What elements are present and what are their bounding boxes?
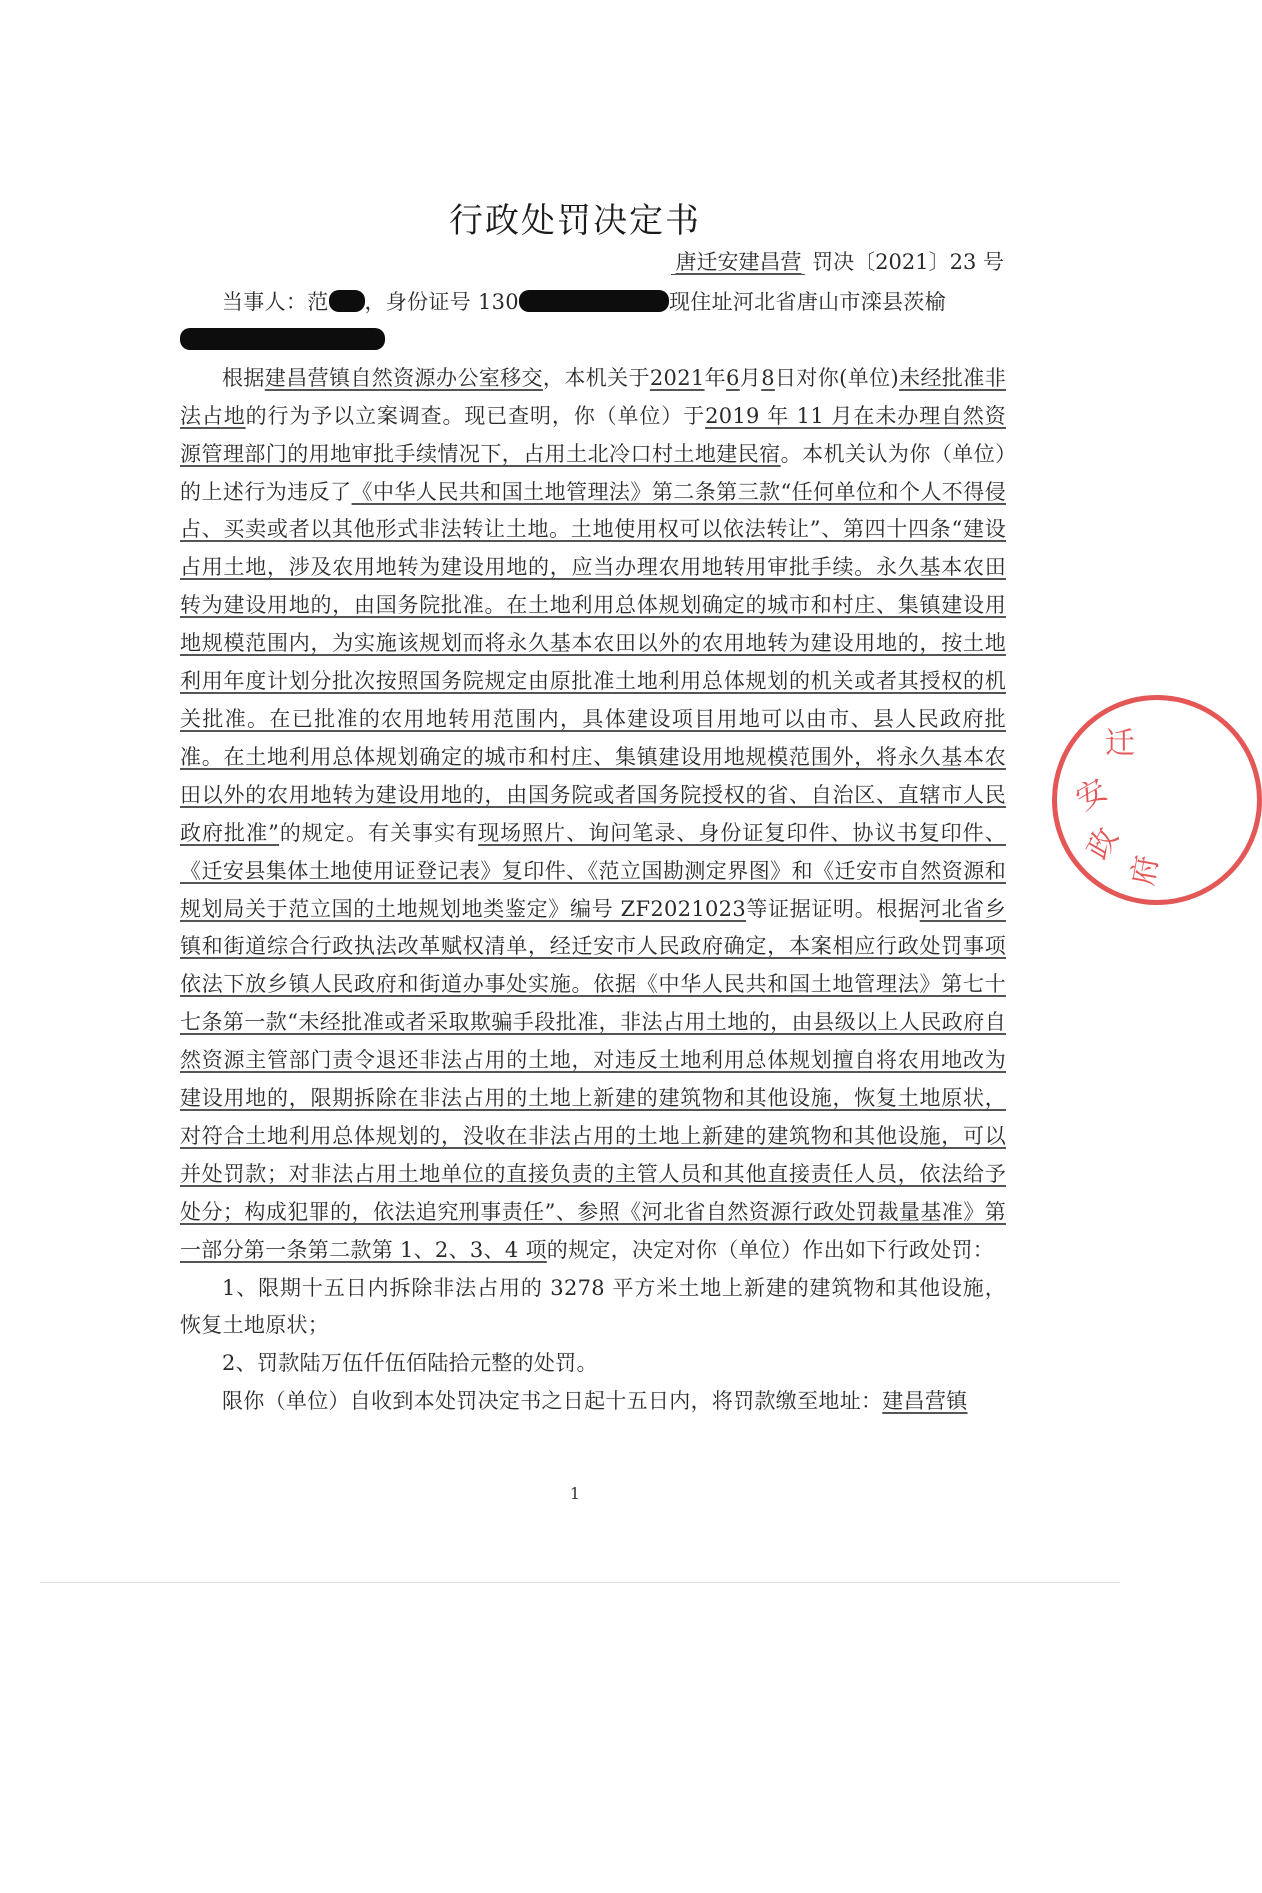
main-paragraph	[180, 360, 1006, 1270]
underlined-segment: 建昌营镇	[882, 1389, 968, 1414]
official-seal-stamp	[1052, 695, 1262, 905]
page-number: 1	[569, 1484, 581, 1503]
underlined-segment: 2021	[649, 365, 705, 390]
party-address: 现住址河北省唐山市滦县茨榆	[668, 290, 946, 314]
underlined-segment: 现场照片、询问笔录、身份证复印件、协议书复印件、《迁安县集体土地使用证登记表》复印件、《范立国勘测定界图》和《迁安市自然资源和规划局关于范立国的土地规划地类鉴定》编号 ZF2021023	[180, 820, 1006, 921]
text-segment: 等证据证明。根据	[746, 896, 920, 921]
party-label: 当事人：范	[222, 290, 329, 314]
text-segment: 。本机关认为你（单位）的上述行为违反了	[180, 441, 1006, 504]
text-segment: 月	[739, 365, 762, 390]
penalty-item-2: 2、罚款陆万伍仟伍佰陆拾元整的处罚。	[222, 1351, 598, 1376]
party-line	[180, 284, 1006, 322]
document-body	[180, 284, 1006, 1421]
text-segment: 年	[704, 365, 727, 390]
underlined-segment: 6	[726, 365, 740, 390]
penalty-item-1: 1、限期十五日内拆除非法占用的 3278 平方米土地上新建的建筑物和其他设施，恢复土地原状；	[180, 1275, 1006, 1338]
underlined-segment: 2019 年 11 月在未办理自然资源管理部门的用地审批手续情况下，占用土北冷口村土地建民宿	[180, 403, 1006, 466]
underlined-segment: 《中华人民共和国土地管理法》第二条第三款“任何单位和个人不得侵占、买卖或者以其他形式非法转让土地。土地使用权可以依法转让”、第四十四条“建设占用土地，涉及农用地转为建设用地的，应当办理农用地转用审批手续。永久基本农田转为建设用地的，由国务院批准。在土地利用总体规划确定的城市和村庄、集镇建设用地规模范围内，为实施该规划而将永久基本农田以外的农用地转为建设用地的，按土地利用年度计划分批次按照国务院规定由原批准土地利用总体规划的机关或者其授权的机关批准。在已批准的农用地转用范围内，具体建设项目用地可以由市、县人民政府批准。在土地利用总体规划确定的城市和村庄、集镇建设用地规模范围外，将永久基本农田以外的农用地转为建设用地的，由国务院或者国务院授权的省、自治区、直辖市人民政府批准”	[180, 479, 1006, 845]
text-segment: 根据	[222, 365, 265, 390]
seal-char: 政	[1080, 822, 1126, 866]
page-edge-line	[40, 1582, 1120, 1583]
party-id-label: ，身份证号 130	[364, 290, 519, 314]
party-address-continued	[180, 322, 1006, 360]
document-title: 行政处罚决定书	[449, 201, 701, 241]
seal-char: 安	[1070, 772, 1114, 818]
underlined-segment: 建昌营镇自然资源办公室移交	[264, 365, 543, 390]
document-number	[671, 246, 1004, 276]
seal-char: 府	[1125, 852, 1166, 889]
underlined-segment: 河北省乡镇和街道综合行政执法改革赋权清单，经迁安市人民政府确定，本案相应行政处罚事项依法下放乡镇人民政府和街道办事处实施。依据《中华人民共和国土地管理法》第七十七条第一款“未经批准或者采取欺骗手段批准，非法占用土地的，由县级以上人民政府自然资源主管部门责令退还非法占用的土地，对违反土地利用总体规划擅自将农用地改为建设用地的，限期拆除在非法占用的土地上新建的建筑物和其他设施，恢复土地原状，对符合土地利用总体规划的，没收在非法占用的土地上新建的建筑物和其他设施，可以并处罚款；对非法占用土地单位的直接负责的主管人员和其他直接责任人员，依法给予处分；构成犯罪的，依法追究刑事责任”、参照《河北省自然资源行政处罚裁量基准》第一部分第一条第二款第 1、2、3、4 项	[180, 896, 1006, 1262]
underlined-segment: 8	[761, 365, 775, 390]
redaction-mark	[329, 290, 365, 312]
redaction-mark	[519, 290, 669, 312]
text-segment: 的行为予以立案调查。现已查明，你（单位）于	[245, 403, 706, 428]
redaction-mark	[180, 328, 385, 350]
text-segment: 的规定，决定对你（单位）作出如下行政处罚：	[546, 1237, 995, 1262]
seal-char: 迁	[1105, 726, 1135, 761]
text-segment: 日对你(单位)	[774, 365, 900, 390]
underlined-segment: 未经批准非法占地	[180, 365, 1006, 428]
payment-paragraph	[180, 1383, 1006, 1421]
doc-number-rest: 罚决〔2021〕23 号	[812, 250, 1004, 274]
doc-number-prefix: 唐迁安建昌营	[671, 250, 805, 275]
text-segment: 的规定。有关事实有	[279, 820, 479, 845]
text-segment: 限你（单位）自收到本处罚决定书之日起十五日内，将罚款缴至地址：	[222, 1389, 883, 1414]
text-segment: ，本机关于	[542, 365, 650, 390]
